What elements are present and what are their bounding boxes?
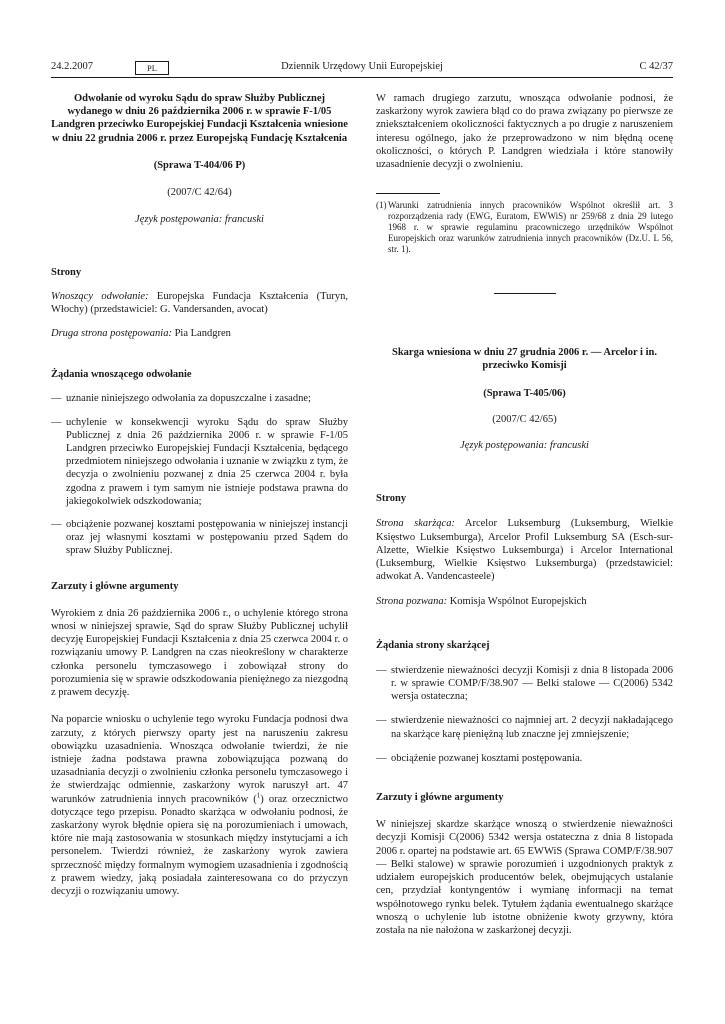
list-item-text: stwierdzenie nieważności co najmniej art. 2 decyzji nakładającego na skarżące karę pieniężną lub znaczne jej zmniejszenie; — [391, 715, 673, 740]
dash-mark: — — [51, 393, 62, 405]
paragraph: W ramach drugiego zarzutu, wnosząca odwołanie podnosi, że zaskarżony wyrok zawiera błąd co do prawa związany po pierwsze ze zniekształceniem okoliczności faktycznych a po drugie z naruszeniem interesu ogólnego, jako że przeprowadzono w nim błędną ocenę okoliczności, o których P. Landgren wiedziała i które stanowiły uzasadnienie decyzji o zwolnieniu. — [376, 93, 673, 171]
list-item-text: uznanie niniejszego odwołania za dopuszczalne i zasadne; — [66, 393, 311, 405]
page-header — [51, 60, 673, 76]
language-badge: PL — [135, 61, 169, 75]
appellant-text: Europejska Fundacja Kształcenia (Turyn, Włochy) (przedstawiciel: G. Vandersanden, avocat) — [51, 290, 348, 315]
list-item — [376, 714, 673, 740]
notice-reference: (2007/C 42/64) — [167, 187, 232, 199]
section-heading-zarzuty: Zarzuty i główne argumenty — [376, 792, 504, 804]
defendant-label: Strona pozwana: — [376, 596, 448, 608]
left-column — [51, 92, 348, 898]
list-item-text: stwierdzenie nieważności decyzji Komisji z dnia 8 listopada 2006 r. w sprawie COMP/F/38.907 — Belki stalowe — C(2006) 5342 wersja ostateczna; — [391, 664, 673, 703]
notice-title: Odwołanie od wyroku Sądu do spraw Służby Publicznej wydanego w dniu 26 października 2006 r. w sprawie F-1/05 Landgren przeciwko Europejskiej Fundacji Kształcenia wniesione w dniu 22 grudnia 2006 r. przez Europejską Fundację Kształcenia — [51, 93, 348, 144]
dash-mark: — — [376, 664, 387, 676]
list-item-text: obciążenie pozwanej kosztami postępowania. — [391, 752, 583, 764]
section-heading-strony: Strony — [376, 493, 407, 505]
notice-separator — [494, 293, 556, 294]
applicant-label: Strona skarżąca: — [376, 518, 455, 530]
footnote-ref: (1) — [376, 200, 387, 211]
list-item — [51, 392, 348, 405]
list-item — [376, 752, 673, 765]
paragraph: Na poparcie wniosku o uchylenie tego wyroku Fundacja podnosi dwa zarzuty, z których pierwszy oparty jest na naruszeniu zakresu obowiązku uzasadnienia. Wnosząca odwołanie twierdzi, że nie istnieje żadna podstawa prawna zobowiązująca pozwaną do uzasadniania decyzji o zwolnieniu członka personelu tymczasowego i że stwierdzając odmiennie, zaskarżony wyrok naruszył art. 47 warunków zatrudnienia innych pracowników ($^1$) oraz orzecznictwo dotyczące tego przepisu. Ponadto skarżąca w odwołaniu podnosi, że zaskarżony wyrok błędnie opiera się na porozumieniach i umowach, które nie mają zastosowania w stosunkach między instytucjami a ich personelem. Twierdzi również, że zaskarżony wyrok zawiera sprzeczność między formalnym wymogiem uzasadnienia i zgodnością z prawem wiedzy, jaką posiadała zainteresowana co do przyczyn decyzji o rozwiązaniu umowy. — [51, 714, 349, 897]
notice-title: Skarga wniesiona w dniu 27 grudnia 2006 r. — Arcelor i in. przeciwko Komisji — [392, 347, 657, 372]
header-rule — [51, 77, 673, 78]
other-party-text: Pia Landgren — [174, 328, 231, 340]
case-number: (Sprawa T-404/06 P) — [153, 159, 246, 171]
appellant-label: Wnoszący odwołanie: — [51, 290, 149, 302]
list-item-text: obciążenie pozwanej kosztami postępowania w niniejszej instancji oraz jej własnymi kosztami w postępowaniu przed Sądem do spraw Służby Publicznej. — [66, 519, 348, 557]
paragraph: Wyrokiem z dnia 26 października 2006 r., o uchylenie którego strona wnosi w niniejszej sprawie, Sąd do spraw Służby Publicznej uchylił decyzję Europejskiej Fundacji Kształcenia z dnia 25 czerwca 2004 r. o rozwiązaniu umowy P. Landgren na czas nieokreślony w charakterze członka personelu tymczasowego i zobowiązał strony do porozumienia się w sprawie odszkodowania pieniężnego za niezgodną z prawem decyzję. — [51, 607, 348, 699]
case-number: (Sprawa T-405/06) — [483, 387, 566, 399]
footnote-mark: 1 — [256, 791, 261, 800]
applicant-paragraph — [376, 517, 673, 583]
section-heading-zadania: Żądania wnoszącego odwołanie — [51, 369, 192, 381]
defendant-text: Komisja Wspólnot Europejskich — [449, 596, 587, 608]
section-heading-zadania: Żądania strony skarżącej — [376, 639, 490, 651]
list-item — [51, 518, 348, 558]
footnote-rule — [376, 193, 440, 194]
dash-mark: — — [51, 416, 62, 428]
dash-mark: — — [51, 519, 62, 531]
journal-title: Dziennik Urzędowy Unii Europejskiej — [281, 61, 443, 72]
paragraph-text: oraz orzecznictwo dotyczące tego przepisu. Ponadto skarżąca w odwołaniu podnosi, że zaskarżony wyrok błędnie opiera się na porozumieniach i umowach, które nie mają zastosowania w stosunkach między instytucjami a ich personelem. Twierdzi również, że zaskarżony wyrok zawiera sprzeczność między formalnym wymogiem uzasadnienia i zgodnością z prawem wiedzy, jaką posiadała zainteresowana co do przyczyn decyzji o rozwiązaniu umowy. — [51, 793, 349, 897]
page-number: C 42/37 — [639, 61, 673, 72]
section-heading-zarzuty: Zarzuty i główne argumenty — [51, 580, 179, 592]
footnote-text: Warunki zatrudnienia innych pracowników Wspólnot określił art. 3 rozporządzenia rady (EWG, Euratom, EWWiS) nr 259/68 z dnia 29 lutego 1968 r. w sprawie regulaminu pracowniczego urzędników Wspólnot Europejskich oraz warunków zatrudnienia innych pracowników (Dz.U. L 56, str. 1). — [388, 200, 673, 255]
publication-date: 24.2.2007 — [51, 61, 93, 72]
paragraph-text: Na poparcie wniosku o uchylenie tego wyroku Fundacja podnosi dwa zarzuty, z których pierwszy oparty jest na naruszeniu zakresu obowiązku uzasadnienia. Wnosząca odwołanie twierdzi, że nie istnieje żadna podstawa prawna zobowiązująca pozwaną do uzasadniania decyzji o zwolnieniu członka personelu tymczasowego i że stwierdzając odmiennie, zaskarżony wyrok naruszył art. 47 warunków zatrudnienia innych pracowników — [51, 714, 348, 805]
section-heading-strony: Strony — [51, 267, 82, 279]
list-item-text: uchylenie w konsekwencji wyroku Sądu do spraw Służby Publicznej z dnia 26 października 2006 r. w sprawie F-1/05 Landgren przeciwko Europejskiej Fundacji Kształcenia, będącego przedmiotem niniejszego odwołania i uznanie w związku z tym, że decyzja o zwolnieniu pozwanej z dnia 25 czerwca 2004 r. była zgodna z prawem i tym samym nie istnieje podstawa prawna do jakiegokolwiek odszkodowania; — [66, 416, 348, 507]
other-party-paragraph — [51, 327, 348, 340]
list-item — [376, 664, 673, 704]
dash-mark: — — [376, 715, 387, 727]
defendant-paragraph — [376, 595, 673, 608]
footnote — [376, 200, 673, 255]
right-column — [376, 92, 673, 937]
list-item — [51, 416, 348, 508]
other-party-label: Druga strona postępowania: — [51, 328, 172, 340]
appellant-paragraph — [51, 290, 348, 316]
applicant-text: Arcelor Luksemburg (Luksemburg, Wielkie Księstwo Luksemburga), Arcelor Profil Luksemburg SA (Esch-sur-Alzette, Wielkie Księstwo Luksemburga) i Arcelor International (Luksemburg, Wielkie Księstwo Luksemburga) (przedstawiciel: adwokat A. Vandencasteele) — [376, 518, 673, 583]
procedure-language: Język postępowania: francuski — [460, 440, 589, 452]
procedure-language: Język postępowania: francuski — [135, 214, 264, 226]
dash-mark: — — [376, 752, 387, 764]
paragraph: W niniejszej skardze skarżące wnoszą o stwierdzenie nieważności decyzji Komisji C(2006) 5342 wersja ostateczna z dnia 8 listopada 2006 r. opartej na podstawie art. 65 EWWiS (Sprawa COMP/F/38.907 — Belki stalowe) w sprawie porozumień i uzgodnionych praktyk z udziałem europejskich producentów belek, obejmujących ustalanie cen, przydział kontyngentów i wymianę informacji na temat współnotowego rynku belek. Tytułem żądania ewentualnego skarżące wnoszą o uchylenie lub istotne obniżenie kwoty grzywny, która została na nie nałożona w zaskarżonej decyzji. — [376, 819, 673, 936]
notice-reference: (2007/C 42/65) — [492, 413, 557, 425]
